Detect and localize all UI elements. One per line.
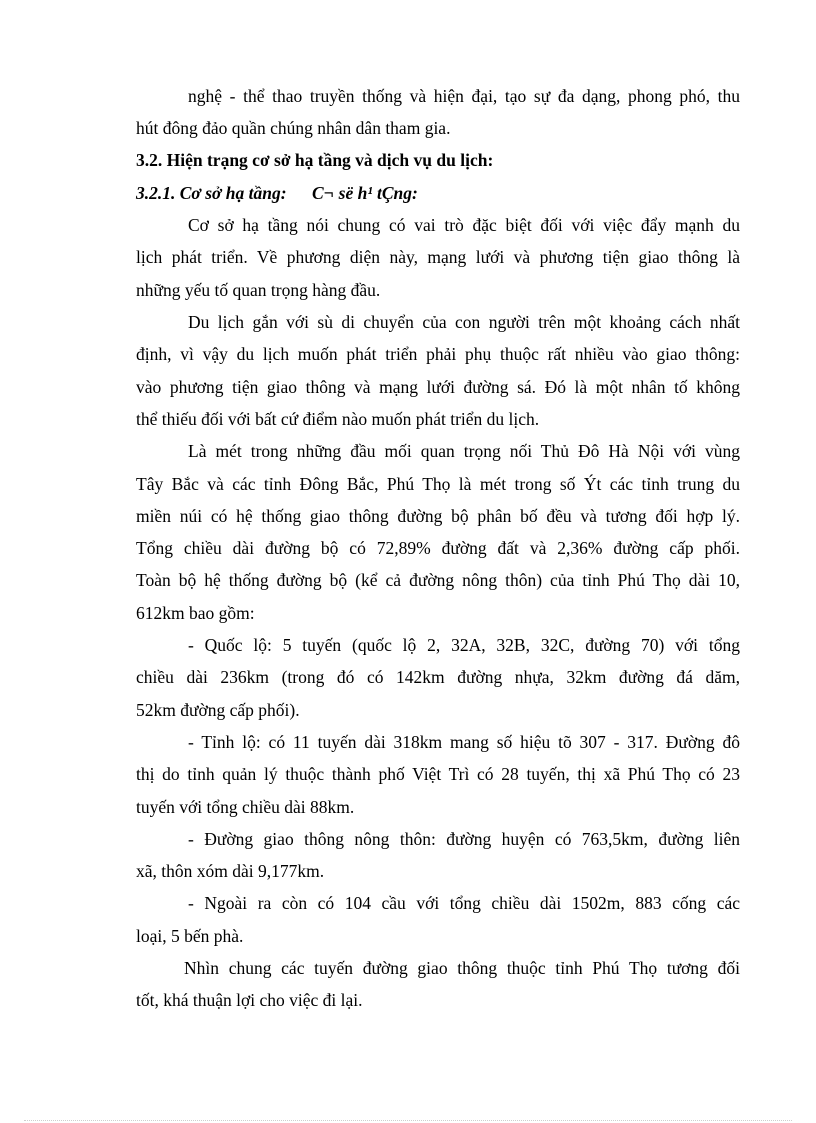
list-item-line: xã, thôn xóm dài 9,177km. (136, 861, 325, 881)
list-item-line: - Tỉnh lộ: có 11 tuyến dài 318km mang số hiệu tõ 307 - 317. Đường đô (188, 732, 740, 752)
paragraph-line: Nhìn chung các tuyến đường giao thông thuộc tỉnh Phú Thọ tương đối (184, 958, 740, 978)
list-item-line: loại, 5 bến phà. (136, 926, 244, 946)
paragraph-line: thể thiếu đối với bất cứ điểm nào muốn phát triển du lịch. (136, 409, 540, 429)
list-item-line: chiều dài 236km (trong đó có 142km đường nhựa, 32km đường đá dăm, (136, 667, 740, 687)
page-bottom-divider (24, 1120, 792, 1121)
list-item-line: tuyến với tổng chiều dài 88km. (136, 797, 355, 817)
list-item-line: 52km đường cấp phối). (136, 700, 300, 720)
paragraph-line: Tổng chiều dài đường bộ có 72,89% đường đất và 2,36% đường cấp phối. (136, 538, 740, 558)
paragraph-line: vào phương tiện giao thông và mạng lưới đường sá. Đó là một nhân tố không (136, 377, 740, 397)
paragraph-line: lịch phát triển. Về phương diện này, mạng lưới và phương tiện giao thông là (136, 247, 740, 267)
paragraph-line: Cơ sở hạ tầng nói chung có vai trò đặc biệt đối với việc đẩy mạnh du (188, 215, 740, 235)
list-item-line: thị do tỉnh quản lý thuộc thành phố Việt Trì có 28 tuyến, thị xã Phú Thọ có 23 (136, 764, 740, 784)
paragraph-line: tốt, khá thuận lợi cho việc đi lại. (136, 990, 363, 1010)
paragraph-line: miền núi có hệ thống giao thông đường bộ phân bố đều và tương đối hợp lý. (136, 506, 740, 526)
paragraph-line: Toàn bộ hệ thống đường bộ (kể cả đường nông thôn) của tỉnh Phú Thọ dài 10, (136, 570, 740, 590)
paragraph-line: những yếu tố quan trọng hàng đầu. (136, 280, 381, 300)
list-item-line: - Quốc lộ: 5 tuyến (quốc lộ 2, 32A, 32B, 32C, đường 70) với tổng (188, 635, 740, 655)
subsection-heading: 3.2.1. Cơ sở hạ tầng: (136, 183, 287, 203)
section-heading: 3.2. Hiện trạng cơ sở hạ tầng và dịch vụ du lịch: (136, 150, 494, 170)
paragraph-line: Tây Bắc và các tỉnh Đông Bắc, Phú Thọ là mét trong số Ýt các tỉnh trung du (136, 474, 740, 494)
paragraph-line: Du lịch gắn với sù di chuyển của con người trên một khoảng cách nhất (188, 312, 740, 332)
garbled-heading-text: C¬ së h¹ tÇng: (312, 183, 418, 203)
paragraph-line: nghệ - thể thao truyền thống và hiện đại, tạo sự đa dạng, phong phó, thu (188, 86, 740, 106)
paragraph-line: Là mét trong những đầu mối quan trọng nối Thủ Đô Hà Nội với vùng (188, 441, 740, 461)
list-item-line: - Đường giao thông nông thôn: đường huyện có 763,5km, đường liên (188, 829, 740, 849)
paragraph-line: hút đông đảo quần chúng nhân dân tham gia. (136, 118, 451, 138)
paragraph-line: 612km bao gồm: (136, 603, 255, 623)
paragraph-line: định, vì vậy du lịch muốn phát triển phải phụ thuộc rất nhiều vào giao thông: (136, 344, 740, 364)
list-item-line: - Ngoài ra còn có 104 cầu với tổng chiều dài 1502m, 883 cống các (188, 893, 740, 913)
